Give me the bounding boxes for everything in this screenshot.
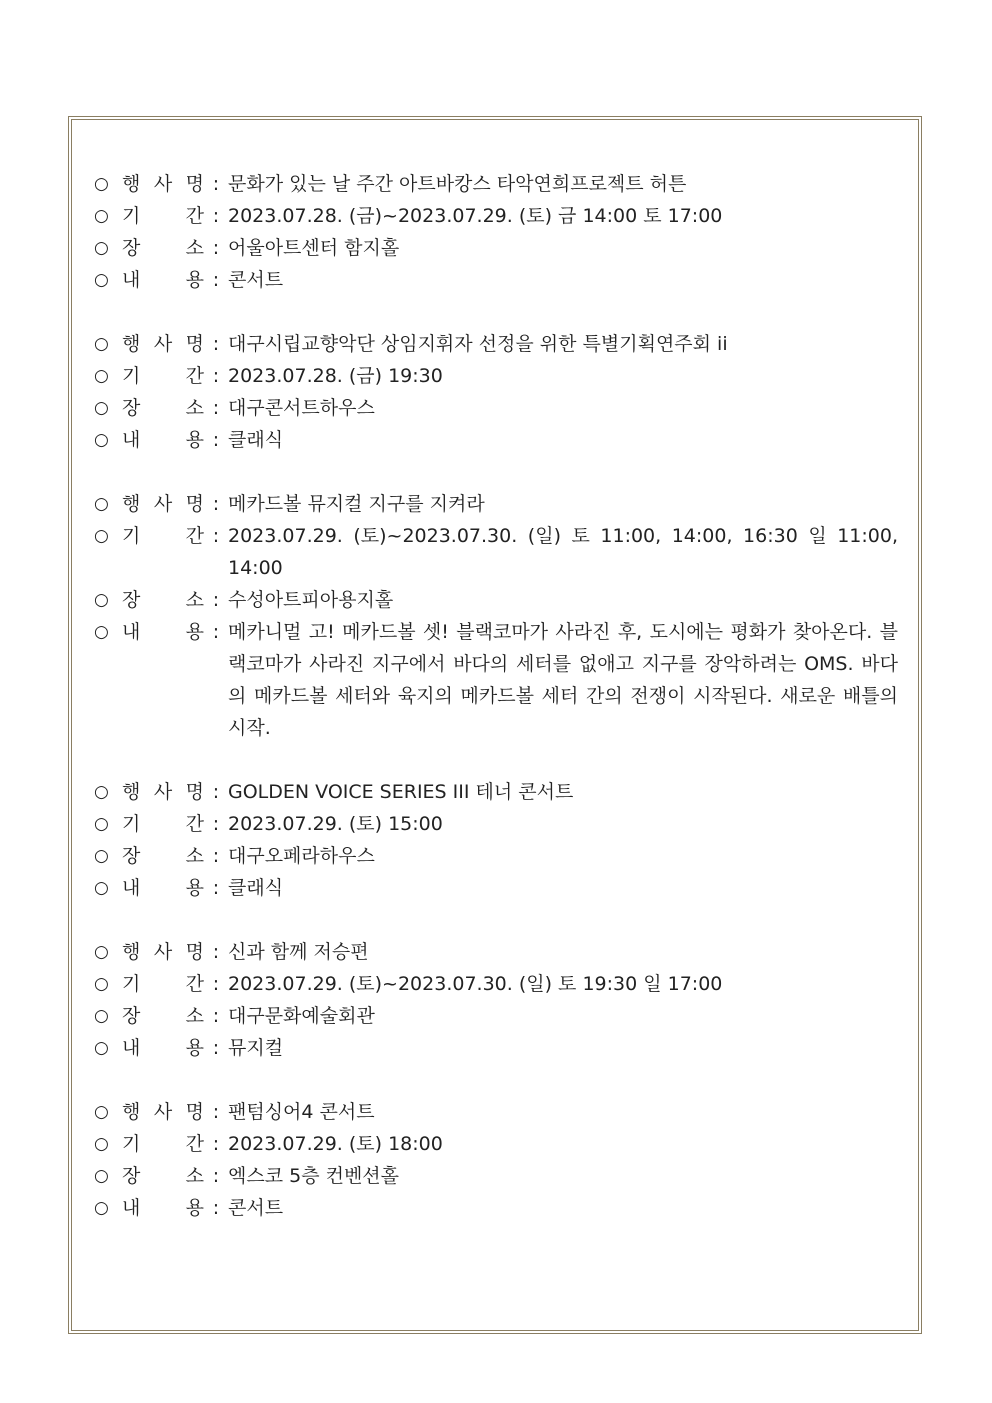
label-char: 용 — [185, 1037, 204, 1059]
event-content-value: 클래식 — [228, 877, 284, 899]
field-label-place — [122, 1000, 204, 1032]
colon-separator: : — [212, 845, 220, 867]
label-char: 기 — [122, 813, 141, 835]
event-place-value: 엑스코 5층 컨벤션홀 — [228, 1165, 399, 1187]
label-char: 기 — [122, 1133, 141, 1155]
colon-separator: : — [212, 269, 220, 291]
field-label-period — [122, 968, 204, 1000]
label-char: 소 — [185, 589, 204, 611]
event-place-value: 수성아트피아용지홀 — [228, 589, 394, 611]
colon-separator: : — [212, 333, 220, 355]
bullet-icon: ○ — [94, 398, 109, 418]
bullet-icon: ○ — [94, 814, 109, 834]
label-char: 장 — [122, 845, 141, 867]
colon-separator: : — [212, 237, 220, 259]
event-name-value: 메카드볼 뮤지컬 지구를 지켜라 — [228, 493, 485, 515]
bullet-icon: ○ — [94, 1006, 109, 1026]
colon-separator: : — [212, 365, 220, 387]
event-period-row — [94, 360, 898, 392]
field-label-content — [122, 1192, 204, 1224]
field-label-period — [122, 520, 204, 552]
event-content-row — [94, 872, 898, 904]
label-char: 사 — [153, 781, 173, 803]
label-char: 내 — [122, 1037, 141, 1059]
event-period-value: 2023.07.29. (토) 15:00 — [228, 813, 443, 835]
label-char: 용 — [185, 621, 204, 643]
bullet-icon: ○ — [94, 1198, 109, 1218]
label-char: 간 — [185, 1133, 204, 1155]
event-block — [94, 936, 898, 1064]
field-label-name — [122, 328, 204, 360]
bullet-icon: ○ — [94, 1038, 109, 1058]
bullet-icon: ○ — [94, 174, 109, 194]
event-place-value: 대구오페라하우스 — [228, 845, 375, 867]
event-place-row — [94, 1160, 898, 1192]
event-content-value: 메카니멀 고! 메카드볼 셋! 블랙코마가 사라진 후, 도시에는 평화가 찾아온다. 블랙코마가 사라진 지구에서 바다의 세터를 없애고 지구를 장악하려는 OMS. 바다의 메카드볼 세터와 육지의 메카드볼 세터 간의 전쟁이 시작된다. 새로운 배틀의 시작. — [228, 621, 905, 739]
label-char: 사 — [153, 493, 173, 515]
colon-separator: : — [212, 973, 220, 995]
event-content-row — [94, 1192, 898, 1224]
label-char: 내 — [122, 877, 141, 899]
colon-separator: : — [212, 173, 220, 195]
event-period-value: 2023.07.28. (금)~2023.07.29. (토) 금 14:00 토 17:00 — [228, 205, 723, 227]
field-label-content — [122, 1032, 204, 1064]
label-char: 사 — [153, 333, 173, 355]
field-label-place — [122, 840, 204, 872]
event-block — [94, 328, 898, 456]
event-period-row — [94, 808, 898, 840]
colon-separator: : — [212, 205, 220, 227]
event-content-value: 콘서트 — [228, 1197, 284, 1219]
label-char: 사 — [153, 941, 173, 963]
label-char: 기 — [122, 365, 141, 387]
colon-separator: : — [212, 1197, 220, 1219]
event-period-row — [94, 1128, 898, 1160]
bullet-icon: ○ — [94, 782, 109, 802]
label-char: 소 — [185, 1165, 204, 1187]
field-label-name — [122, 776, 204, 808]
label-char: 명 — [185, 173, 204, 195]
event-name-value: 대구시립교향악단 상임지휘자 선정을 위한 특별기획연주회 ii — [228, 333, 728, 355]
label-char: 간 — [185, 813, 204, 835]
field-label-name — [122, 1096, 204, 1128]
bullet-icon: ○ — [94, 1102, 109, 1122]
label-char: 기 — [122, 525, 141, 547]
event-content-value: 콘서트 — [228, 269, 284, 291]
event-period-value: 2023.07.29. (토)~2023.07.30. (일) 토 19:30 일 17:00 — [228, 973, 723, 995]
bullet-icon: ○ — [94, 878, 109, 898]
field-label-name — [122, 488, 204, 520]
label-char: 명 — [185, 781, 204, 803]
event-place-row — [94, 232, 898, 264]
bullet-icon: ○ — [94, 974, 109, 994]
event-name-value: GOLDEN VOICE SERIES III 테너 콘서트 — [228, 781, 574, 803]
label-char: 행 — [122, 493, 141, 515]
bullet-icon: ○ — [94, 1134, 109, 1154]
colon-separator: : — [212, 813, 220, 835]
colon-separator: : — [212, 781, 220, 803]
event-name-value: 신과 함께 저승편 — [228, 941, 369, 963]
colon-separator: : — [212, 1101, 220, 1123]
event-place-value: 어울아트센터 함지홀 — [228, 237, 400, 259]
label-char: 장 — [122, 1165, 141, 1187]
field-label-name — [122, 168, 204, 200]
label-char: 장 — [122, 397, 141, 419]
bullet-icon: ○ — [94, 526, 109, 546]
event-name-row — [94, 1096, 898, 1128]
event-content-row — [94, 264, 898, 296]
colon-separator: : — [212, 1133, 220, 1155]
event-name-value: 문화가 있는 날 주간 아트바캉스 타악연희프로젝트 허튼 — [228, 173, 687, 195]
field-label-content — [122, 264, 204, 296]
label-char: 내 — [122, 621, 141, 643]
label-char: 행 — [122, 781, 141, 803]
event-block — [94, 168, 898, 296]
colon-separator: : — [212, 877, 220, 899]
event-place-value: 대구문화예술회관 — [228, 1005, 375, 1027]
event-content-value: 뮤지컬 — [228, 1037, 284, 1059]
label-char: 용 — [185, 1197, 204, 1219]
event-block — [94, 488, 905, 744]
label-char: 명 — [185, 333, 204, 355]
event-place-row — [94, 392, 898, 424]
field-label-place — [122, 1160, 204, 1192]
label-char: 간 — [185, 525, 204, 547]
label-char: 행 — [122, 1101, 141, 1123]
colon-separator: : — [212, 1037, 220, 1059]
label-char: 내 — [122, 269, 141, 291]
label-char: 기 — [122, 973, 141, 995]
event-name-row — [94, 488, 898, 520]
field-label-place — [122, 232, 204, 264]
event-name-row — [94, 168, 898, 200]
bullet-icon: ○ — [94, 590, 109, 610]
event-block — [94, 1096, 898, 1224]
colon-separator: : — [212, 493, 220, 515]
field-label-content — [122, 424, 204, 456]
bullet-icon: ○ — [94, 942, 109, 962]
field-label-place — [122, 584, 204, 616]
event-place-row — [94, 840, 898, 872]
bullet-icon: ○ — [94, 206, 109, 226]
event-place-row — [94, 1000, 898, 1032]
label-char: 내 — [122, 1197, 141, 1219]
label-char: 장 — [122, 1005, 141, 1027]
event-place-value: 대구콘서트하우스 — [228, 397, 375, 419]
label-char: 소 — [185, 397, 204, 419]
bullet-icon: ○ — [94, 430, 109, 450]
label-char: 내 — [122, 429, 141, 451]
field-label-period — [122, 1128, 204, 1160]
event-period-row — [94, 520, 905, 584]
bullet-icon: ○ — [94, 494, 109, 514]
label-char: 간 — [185, 973, 204, 995]
label-char: 사 — [153, 1101, 173, 1123]
label-char: 사 — [153, 173, 173, 195]
label-char: 장 — [122, 237, 141, 259]
event-period-value: 2023.07.29. (토) 18:00 — [228, 1133, 443, 1155]
event-period-row — [94, 200, 898, 232]
event-content-row — [94, 1032, 898, 1064]
colon-separator: : — [212, 525, 220, 547]
label-char: 명 — [185, 493, 204, 515]
label-char: 기 — [122, 205, 141, 227]
label-char: 소 — [185, 845, 204, 867]
bullet-icon: ○ — [94, 622, 109, 642]
bullet-icon: ○ — [94, 366, 109, 386]
event-period-value: 2023.07.28. (금) 19:30 — [228, 365, 443, 387]
colon-separator: : — [212, 1165, 220, 1187]
field-label-name — [122, 936, 204, 968]
label-char: 간 — [185, 205, 204, 227]
colon-separator: : — [212, 621, 220, 643]
field-label-content — [122, 872, 204, 904]
event-name-row — [94, 776, 898, 808]
field-label-period — [122, 808, 204, 840]
label-char: 행 — [122, 173, 141, 195]
label-char: 행 — [122, 333, 141, 355]
event-period-value: 2023.07.29. (토)~2023.07.30. (일) 토 11:00, 14:00, 16:30 일 11:00, 14:00 — [228, 525, 905, 579]
event-place-row — [94, 584, 898, 616]
colon-separator: : — [212, 589, 220, 611]
label-char: 용 — [185, 269, 204, 291]
bullet-icon: ○ — [94, 238, 109, 258]
field-label-period — [122, 200, 204, 232]
label-char: 명 — [185, 941, 204, 963]
label-char: 간 — [185, 365, 204, 387]
event-block — [94, 776, 898, 904]
colon-separator: : — [212, 397, 220, 419]
field-label-place — [122, 392, 204, 424]
colon-separator: : — [212, 429, 220, 451]
event-name-row — [94, 328, 898, 360]
label-char: 용 — [185, 877, 204, 899]
field-label-period — [122, 360, 204, 392]
label-char: 명 — [185, 1101, 204, 1123]
event-content-row — [94, 616, 905, 744]
label-char: 소 — [185, 1005, 204, 1027]
event-content-value: 클래식 — [228, 429, 284, 451]
label-char: 용 — [185, 429, 204, 451]
field-label-content — [122, 616, 204, 648]
bullet-icon: ○ — [94, 846, 109, 866]
event-name-value: 팬텀싱어4 콘서트 — [228, 1101, 375, 1123]
event-content-row — [94, 424, 898, 456]
bullet-icon: ○ — [94, 334, 109, 354]
bullet-icon: ○ — [94, 270, 109, 290]
event-name-row — [94, 936, 898, 968]
event-period-row — [94, 968, 898, 1000]
label-char: 행 — [122, 941, 141, 963]
label-char: 소 — [185, 237, 204, 259]
colon-separator: : — [212, 1005, 220, 1027]
label-char: 장 — [122, 589, 141, 611]
colon-separator: : — [212, 941, 220, 963]
bullet-icon: ○ — [94, 1166, 109, 1186]
event-list — [94, 168, 905, 1256]
